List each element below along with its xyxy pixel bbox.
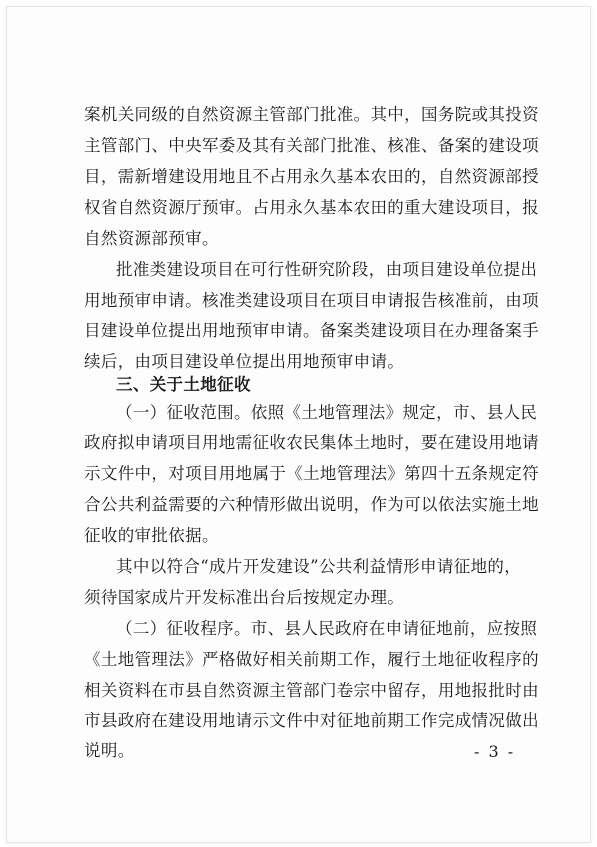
- page-number: - 3 -: [474, 742, 516, 761]
- paragraph-first-line: （二）征收程序。市、县人民政府在申请征地前，应按照: [116, 619, 538, 638]
- text-line: 权省自然资源厅预审。占用永久基本农田的重大建设项目，报: [84, 198, 539, 217]
- text-line: 自然资源部预审。: [84, 229, 219, 248]
- text-line: 目建设单位提出用地预审申请。备案类建设项目在办理备案手: [84, 321, 539, 340]
- text-line: 合公共利益需要的六种情形做出说明，作为可以依法实施土地: [84, 495, 539, 514]
- paragraph-first-line: 其中以符合“成片开发建设”公共利益情形申请征地的，: [116, 557, 522, 576]
- text-line: 续后，由项目建设单位提出用地预审申请。: [84, 352, 405, 371]
- text-line: 案机关同级的自然资源主管部门批准。其中，国务院或其投资: [84, 105, 539, 124]
- text-line: 征收的审批依据。: [84, 526, 219, 545]
- paragraph-first-line: （一）征收范围。依照《土地管理法》规定，市、县人民: [116, 403, 538, 422]
- text-line: 《土地管理法》严格做好相关前期工作，履行土地征收程序的: [84, 650, 539, 669]
- text-line: 用地预审申请。核准类建设项目在项目申请报告核准前，由项: [84, 291, 539, 310]
- text-line: 目，需新增建设用地且不占用永久基本农田的，自然资源部授: [84, 167, 539, 186]
- text-line: 示文件中，对项目用地属于《土地管理法》第四十五条规定符: [84, 464, 539, 483]
- text-line: 主管部门、中央军委及其有关部门批准、核准、备案的建设项: [84, 136, 539, 155]
- text-line: 政府拟申请项目用地需征收农民集体土地时，要在建设用地请: [84, 433, 539, 452]
- text-line: 说明。: [84, 741, 135, 760]
- text-line: 市县政府在建设用地请示文件中对征地前期工作完成情况做出: [84, 711, 539, 730]
- text-line: 相关资料在市县自然资源主管部门卷宗中留存，用地报批时由: [84, 681, 539, 700]
- section-heading: 三、关于土地征收: [116, 375, 251, 394]
- paragraph-first-line: 批准类建设项目在可行性研究阶段，由项目建设单位提出: [116, 260, 538, 279]
- text-line: 须待国家成片开发标准出台后按规定办理。: [84, 588, 405, 607]
